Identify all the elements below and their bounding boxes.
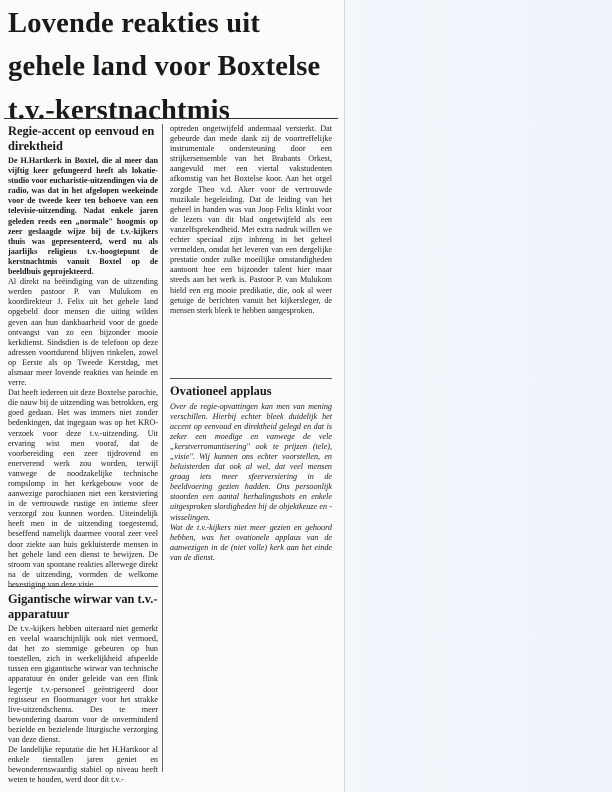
- paragraph: De t.v.-kijkers hebben uiteraard niet gemerkt en veelal waarschijnlijk ook niet vermoed, dat het zo stemmige gebeuren op hun toestellen, zich in werkelijkheid afspeelde tussen een gigantische wirwar van technische apparatuur én onder geleide van een flink legertje t.v.-personeel geëntrigeerd door regisseur en floormanager voor het strakke live-uitzendschema. Des te meer bewondering daarom voor de onverminderd bezielde en bezielende liturgische verzorging van deze dienst.: [8, 624, 158, 745]
- article-headline: [8, 2, 338, 132]
- column-1-section-2: [8, 592, 158, 786]
- paragraph: Al direkt na beëindiging van de uitzending werden pastoor P. van Mulukom en koordirekteur J. Felix uit het gehele land opgebeld door mensen die uiting wilden geven aan hun dankbaarheid voor de goede ontvangst van zo een bijzonder mooie kerkdienst. Sindsdien is de telefoon op deze adressen voortdurend blijven rinkelen, zowel op Eerste als op Tweede Kerstdag, met alsmaar meer lovende reakties van heinde en verre.: [8, 277, 158, 388]
- headline-line-1: Lovende reakties uit: [8, 8, 261, 39]
- section-title-regie: Regie-accent op eenvoud en direktheid: [8, 124, 155, 153]
- paragraph: Dat heeft iedereen uit deze Boxtelse parochie, die nauw bij de uitzending was betrokken, erg goed gedaan. Het was immers niet zonder bedenkingen, dat ingegaan was op het KRO-verzoek voor deze t.v.-uitzending. Uit ervaring wist men vooraf, dat de voorbereiding een zeer tijdrovend en enerverend werk zou worden, terwijl vanwege de noodzakelijke technische rompslomp in het kerkgebouw voor de aanwezige parochianen niet een kerstviering in de vertrouwde rustige en intieme sfeer verzorgd zou kunnen worden. Uiteindelijk heeft men in de uitzending toegestemd, beseffend namelijk daarmee vooral zeer veel door ziekte aan huis gekluisterde mensen in het gehele land een dienst te bewijzen. De stroom van spontane reakties allerwege direkt na de uitzending, vormden de welkome bevestiging van deze visie.: [8, 388, 158, 589]
- paragraph: optreden ongetwijfeld andermaal versterkt. Dat gebeurde dan mede dank zij de voortreffelijke instrumentale ondersteuning door een strijkersensemble van het Brabants Orkest, aangevuld met een viertal vakstudenten afkomstig van het Boxtelse koor. Aan het orgel zorgde Theo v.d. Aker voor de vertrouwde muzikale begeleiding. Dat de leiding van het geheel in handen was van Joop Felix klinkt voor de lezers van dit blad ongetwijfeld als een vanzelfsprekendheid. Met extra nadruk willen we echter speciaal zijn inbreng in het geheel vermelden, omdat het leveren van een dergelijke prestatie onder zulke moeilijke omstandigheden aantoont hoe een bijzonder talent hier maar steeds aan het werk is. Pastoor P. van Mulukom hield een erg mooie predikatie, die, ook al weer getuige de berichten vanuit het kijkersleger, de mensen sterk bleek te hebben aangesproken.: [170, 124, 332, 315]
- column-divider: [162, 124, 163, 772]
- paragraph: Wat de t.v.-kijkers niet meer gezien en gehoord hebben, was het ovationele applaus van de aanwezigen in de (niet volle) kerk aan het einde van de dienst.: [170, 522, 332, 562]
- paragraph: De landelijke reputatie die het H.Hartkoor al enkele tientallen jaren geniet en bewonderenswaardig stabiel op niveau heeft weten te houden, werd door dit t.v.-: [8, 745, 158, 785]
- lead-paragraph: De H.Hartkerk in Boxtel, die al meer dan vijftig keer gefungeerd heeft als lokatie-studio voor eucharistie-uitzendingen via de radio, was dat in het afgelopen weekeinde voor de tweede keer ten behoeve van een televisie-uitzending. Nadat enkele jaren geleden reeds een „normale" hoogmis op zeer geslaagde wijze bij de t.v.-kijkers thuis was gepresenteerd, werd nu als jaarlijks religieus t.v.-hoogtepunt de kerstnachtmis vanuit Boxtel op de beeldbuis geprojekteerd.: [8, 156, 158, 277]
- section-title-applaus: Ovationeel applaus: [170, 384, 272, 398]
- column-1: [8, 124, 158, 590]
- scan-background: [338, 0, 612, 792]
- column-2: [170, 124, 332, 316]
- column-2-section-2: [170, 384, 332, 563]
- paragraph: Over de regie-opvattingen kan men van mening verschillen. Hierbij echter bleek duidelijk het accent op eenvoud en direktheid gelegd en dat is zeker een moedige en vanwege de vele „kerstverromantisering" ook te prijzen (tele),„visie". Wij kunnen ons echter voorstellen, en beluisterden dat ook al wel, dat veel mensen graag iets meer sfeerversiering in de beeldvoering gezien hadden. Ons persoonlijk stoorden een aantal herhalingsshots en enkele uitgesproken slordigheden bij de objektkeuze en -wisselingen.: [170, 401, 332, 522]
- section-divider: [170, 378, 332, 379]
- headline-line-3: t.v.-kerstnachtmis: [8, 94, 231, 126]
- headline-line-2: gehele land voor Boxtelse: [8, 51, 321, 83]
- headline-rule: [4, 118, 338, 119]
- section-title-wirwar: Gigantische wirwar van t.v.-apparatuur: [8, 592, 158, 621]
- section-divider: [8, 586, 158, 587]
